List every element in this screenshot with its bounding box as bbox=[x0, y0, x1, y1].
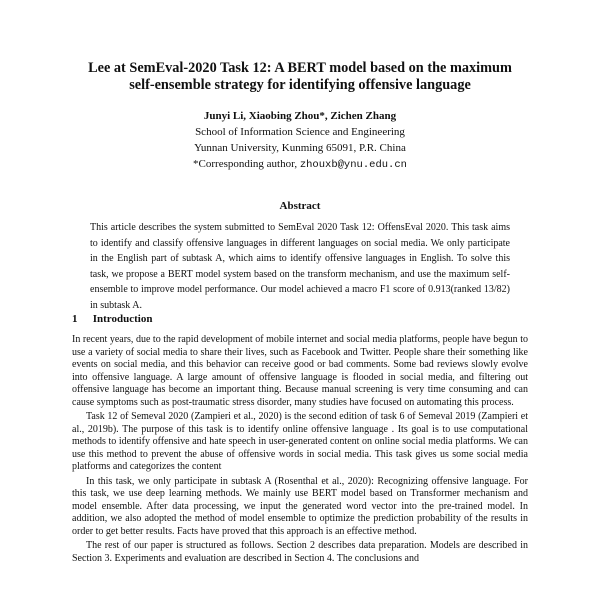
affiliation-line-1: School of Information Science and Engineering bbox=[195, 126, 405, 138]
paper-title bbox=[60, 60, 540, 94]
section-number: 1 bbox=[72, 313, 78, 325]
author-names: Junyi Li, Xiaobing Zhou*, Zichen Zhang bbox=[203, 110, 397, 122]
abstract-text: This article describes the system submitted to SemEval 2020 Task 12: OffensEval 2020. This task aims to identify and classify offensive languages in different languages on social media. We only participate in the English part of subtask A, which aims to identify offensive languages in English. To solve this task, we propose a BERT model system based on the transform mechanism, and use the maximum self-ensemble to improve model performance. Our model achieved a macro F1 score of 0.913(ranked 13/82) in subtask A. bbox=[90, 222, 510, 311]
corresponding-author bbox=[60, 156, 540, 173]
corresponding-email: zhouxb@ynu.edu.cn bbox=[299, 159, 407, 171]
abstract-heading: Abstract bbox=[279, 200, 321, 212]
author-block bbox=[60, 108, 540, 173]
corresponding-prefix: *Corresponding author, bbox=[193, 158, 298, 170]
title-line-2: self-ensemble strategy for identifying offensive language bbox=[129, 77, 471, 93]
section-body bbox=[72, 334, 528, 567]
section-heading bbox=[72, 313, 152, 325]
affiliation-line-2: Yunnan University, Kunming 65091, P.R. China bbox=[194, 142, 406, 154]
paragraph: In this task, we only participate in subtask A (Rosenthal et al., 2020): Recognizing offensive language. For this task, we use deep learning methods. We mainly use BERT model based on Transformer mechanism and model ensemble. After data processing, we input the generated word vector into the pre-trained model. In addition, we also adopted the method of model ensemble to optimize the prediction probability of the results in order to get better results. Facts have proved that this approach is an effective method. bbox=[72, 475, 528, 537]
paragraph: Task 12 of Semeval 2020 (Zampieri et al., 2020) is the second edition of task 6 of Semeval 2019 (Zampieri et al., 2019b). The purpose of this task is to identify online offensive language . Its goal is to use computational methods to identify offensive and hate speech in user-generated content on online social media platforms. We can use this method to prevent the abuse of offensive words in social media. This task gives us some social media platforms and categorizes the content bbox=[72, 411, 528, 472]
section-title: Introduction bbox=[92, 313, 153, 325]
paragraph: The rest of our paper is structured as follows. Section 2 describes data preparation. Models are described in Section 3. Experiments and evaluation are described in Section 4. The conclusions and bbox=[72, 540, 528, 564]
title-line-1: Lee at SemEval-2020 Task 12: A BERT model based on the maximum bbox=[88, 60, 512, 76]
paragraph: In recent years, due to the rapid development of mobile internet and social media platforms, people have begun to use a variety of social media to share their lives, such as Facebook and Twitter. People share their something like events on social media, and this behavior can receive good or bad comments. Some bad reviews slowly evolve into offensive language. A large amount of offensive language is flooded in social media, and filtering out offensive language has become an important thing. Because manual screening is very time consuming and can cause symptoms such as post-traumatic stress disorder, many studies have focused on automating this process. bbox=[72, 334, 528, 408]
